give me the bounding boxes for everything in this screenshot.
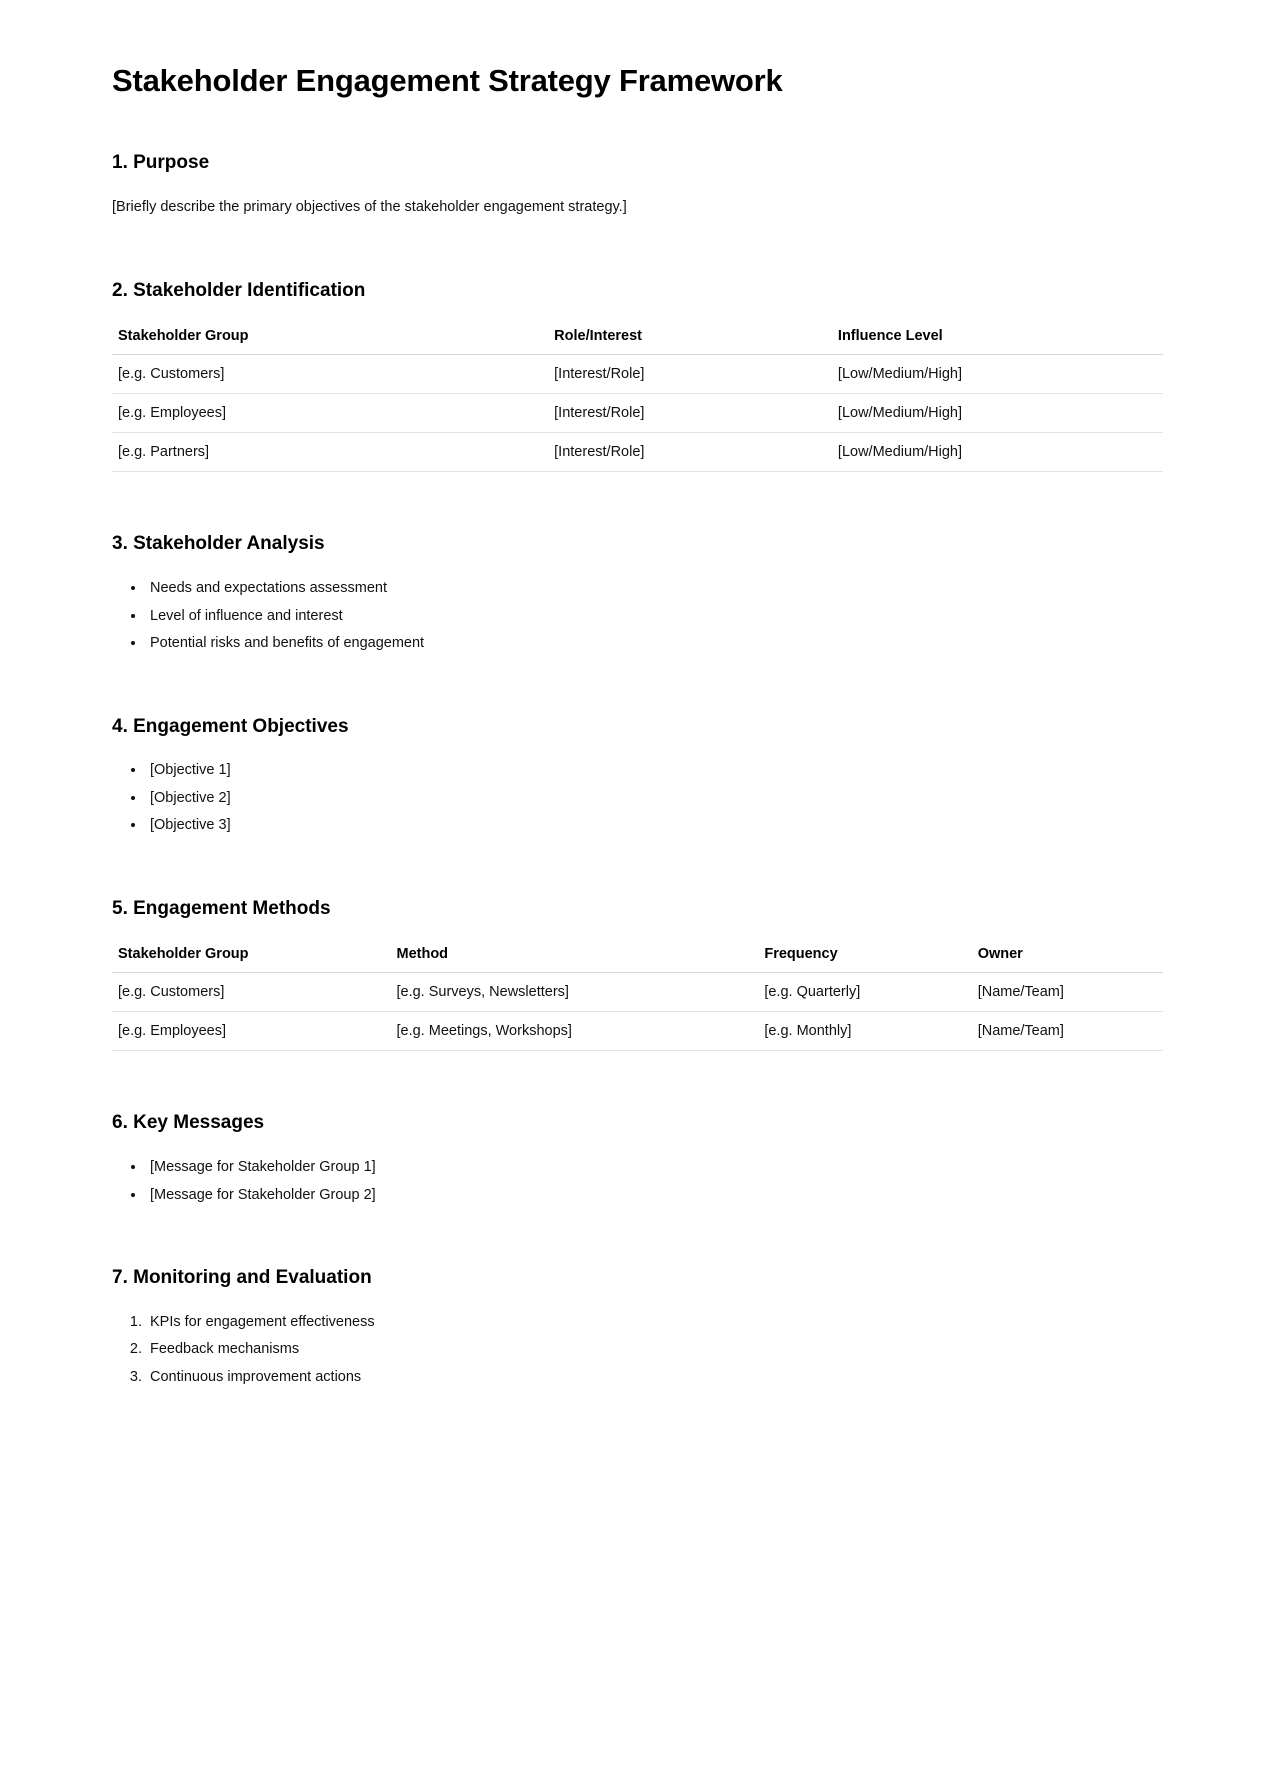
section-stakeholder-analysis xyxy=(112,532,1163,654)
cell-influence-level: [Low/Medium/High] xyxy=(832,433,1163,472)
list-item: • [Message for Stakeholder Group 1] xyxy=(146,1157,1163,1178)
list-item: 3. Continuous improvement actions xyxy=(146,1367,1163,1388)
column-header-influence-level: Influence Level xyxy=(832,324,1163,355)
table-row xyxy=(112,394,1163,433)
spacer xyxy=(112,1051,1163,1111)
column-header-owner: Owner xyxy=(972,942,1163,973)
column-header-method: Method xyxy=(391,942,759,973)
section-purpose xyxy=(112,151,1163,219)
section-heading-methods: 5. Engagement Methods xyxy=(112,897,331,919)
stakeholder-identification-table xyxy=(112,324,1163,472)
section-engagement-methods xyxy=(112,897,1163,1052)
cell-role-interest: [Interest/Role] xyxy=(548,355,832,394)
cell-stakeholder-group: [e.g. Partners] xyxy=(112,433,548,472)
cell-role-interest: [Interest/Role] xyxy=(548,394,832,433)
spacer xyxy=(112,655,1163,715)
cell-method: [e.g. Meetings, Workshops] xyxy=(391,1012,759,1051)
page-title: Stakeholder Engagement Strategy Framework xyxy=(112,63,783,98)
cell-frequency: [e.g. Monthly] xyxy=(758,1012,971,1051)
spacer xyxy=(112,219,1163,279)
section-engagement-objectives xyxy=(112,715,1163,837)
cell-owner: [Name/Team] xyxy=(972,1012,1163,1051)
column-header-role-interest: Role/Interest xyxy=(548,324,832,355)
section-heading-objectives: 4. Engagement Objectives xyxy=(112,715,349,737)
table-header-row xyxy=(112,324,1163,355)
cell-frequency: [e.g. Quarterly] xyxy=(758,973,971,1012)
list-item: 1. KPIs for engagement effectiveness xyxy=(146,1312,1163,1333)
spacer xyxy=(112,472,1163,532)
cell-stakeholder-group: [e.g. Employees] xyxy=(112,1012,391,1051)
section-heading-identification: 2. Stakeholder Identification xyxy=(112,279,366,301)
cell-method: [e.g. Surveys, Newsletters] xyxy=(391,973,759,1012)
table-row xyxy=(112,973,1163,1012)
table-header-row xyxy=(112,942,1163,973)
section-monitoring-evaluation xyxy=(112,1266,1163,1388)
section-key-messages xyxy=(112,1111,1163,1206)
list-item: • Level of influence and interest xyxy=(146,606,1163,627)
section-heading-purpose: 1. Purpose xyxy=(112,152,210,174)
list-item: • Needs and expectations assessment xyxy=(146,578,1163,599)
cell-stakeholder-group: [e.g. Customers] xyxy=(112,973,391,1012)
cell-role-interest: [Interest/Role] xyxy=(548,433,832,472)
purpose-body-text: [Briefly describe the primary objectives of the stakeholder engagement strategy.] xyxy=(112,198,627,215)
section-heading-key-messages: 6. Key Messages xyxy=(112,1112,265,1134)
cell-owner: [Name/Team] xyxy=(972,973,1163,1012)
list-item: • [Message for Stakeholder Group 2] xyxy=(146,1185,1163,1206)
table-row xyxy=(112,433,1163,472)
table-row xyxy=(112,1012,1163,1051)
column-header-stakeholder-group: Stakeholder Group xyxy=(112,942,391,973)
list-item: 2. Feedback mechanisms xyxy=(146,1339,1163,1360)
section-heading-analysis: 3. Stakeholder Analysis xyxy=(112,533,325,555)
table-row xyxy=(112,355,1163,394)
list-item: • Potential risks and benefits of engagement xyxy=(146,633,1163,654)
spacer xyxy=(112,1206,1163,1266)
key-messages-list xyxy=(112,1157,1163,1206)
section-stakeholder-identification xyxy=(112,279,1163,473)
engagement-objectives-list xyxy=(112,760,1163,836)
monitoring-evaluation-list xyxy=(112,1312,1163,1388)
cell-stakeholder-group: [e.g. Customers] xyxy=(112,355,548,394)
list-item: • [Objective 1] xyxy=(146,760,1163,781)
cell-stakeholder-group: [e.g. Employees] xyxy=(112,394,548,433)
list-item: • [Objective 2] xyxy=(146,788,1163,809)
list-item: • [Objective 3] xyxy=(146,815,1163,836)
cell-influence-level: [Low/Medium/High] xyxy=(832,355,1163,394)
spacer xyxy=(112,837,1163,897)
section-heading-monitoring: 7. Monitoring and Evaluation xyxy=(112,1267,372,1289)
cell-influence-level: [Low/Medium/High] xyxy=(832,394,1163,433)
column-header-stakeholder-group: Stakeholder Group xyxy=(112,324,548,355)
stakeholder-analysis-list xyxy=(112,578,1163,654)
engagement-methods-table xyxy=(112,942,1163,1051)
column-header-frequency: Frequency xyxy=(758,942,971,973)
